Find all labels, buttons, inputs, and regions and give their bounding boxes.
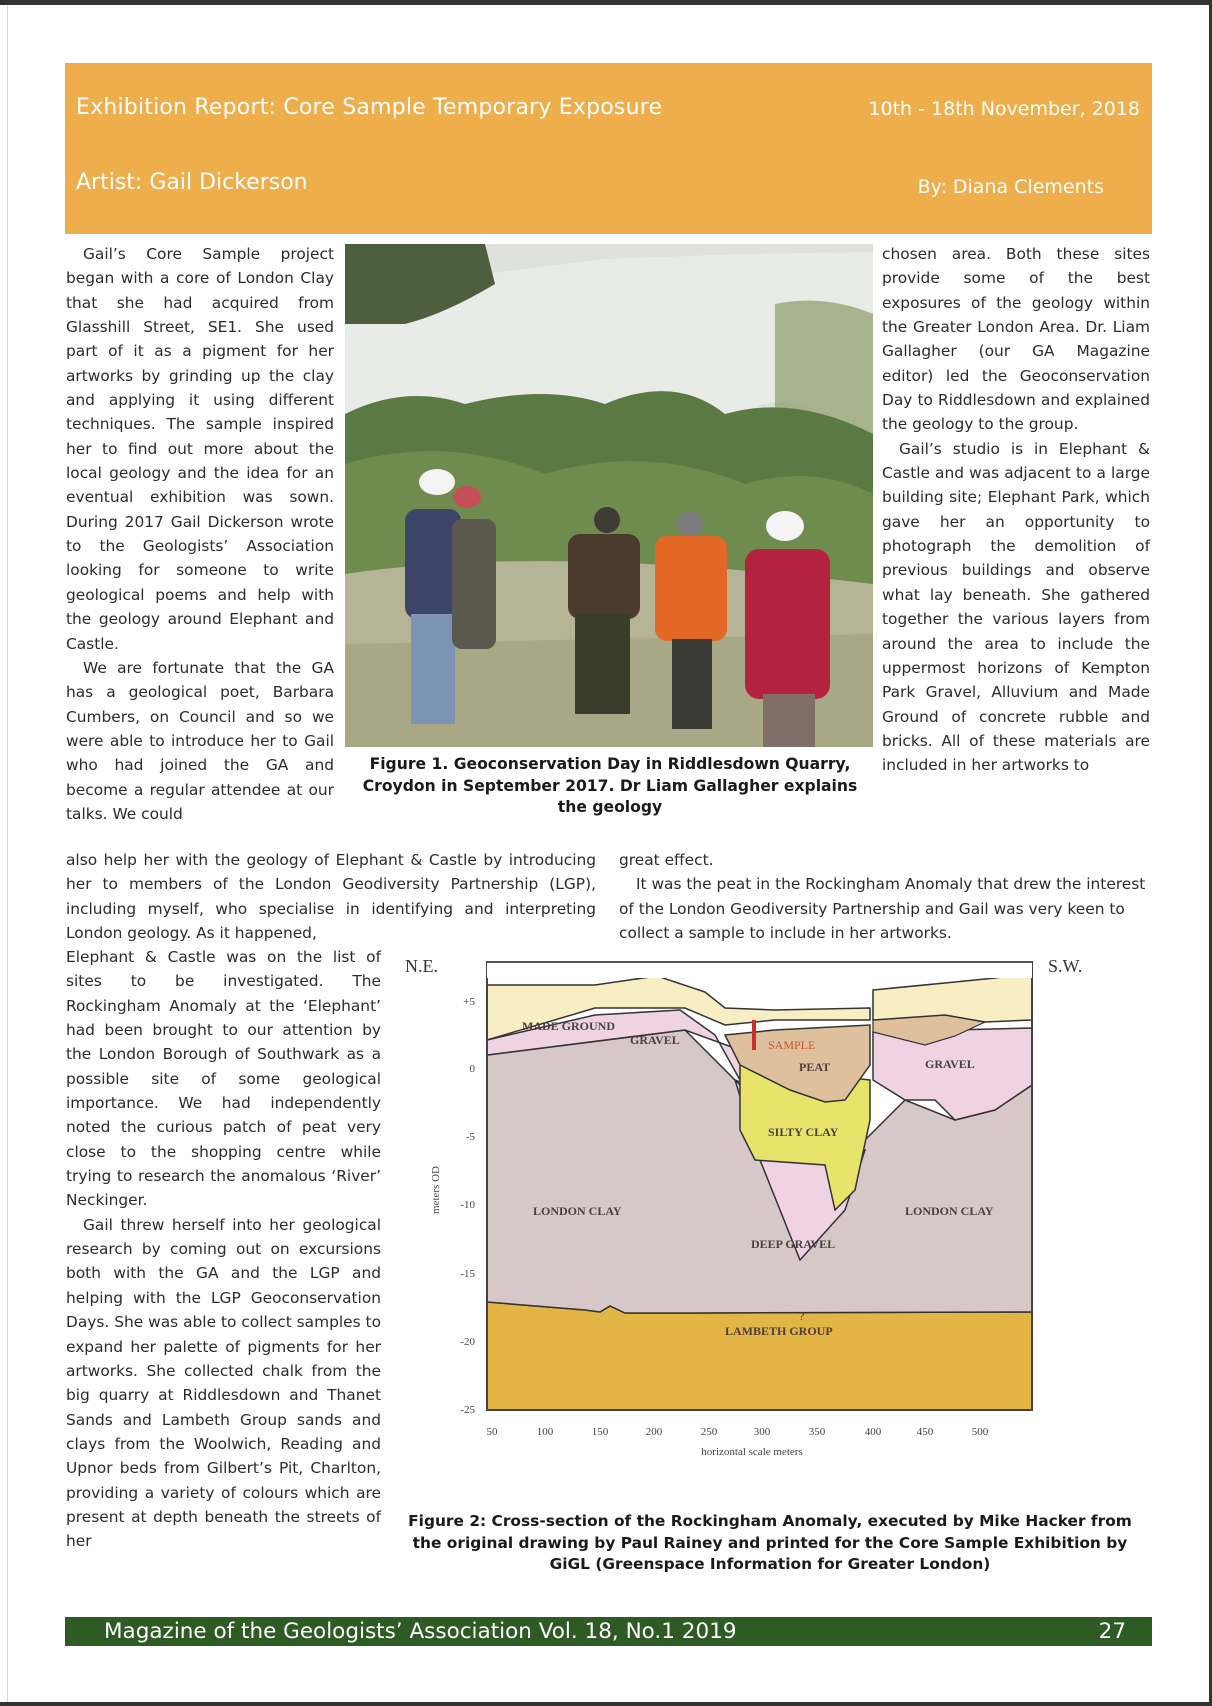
svg-text:100: 100 [536,1426,554,1438]
svg-text:150: 150 [591,1426,609,1438]
body-text-left-column-top [66,242,334,826]
svg-text:400: 400 [864,1426,882,1438]
svg-text:-10: -10 [460,1199,475,1211]
svg-text:-5: -5 [465,1131,475,1143]
svg-text:GRAVEL: GRAVEL [630,1033,680,1047]
body-text-right-column-top [882,242,1150,778]
y-axis-ticks [460,996,475,1416]
svg-text:MADE GROUND: MADE GROUND [522,1019,615,1033]
svg-text:GRAVEL: GRAVEL [925,1057,975,1071]
exhibition-dates: 10th - 18th November, 2018 [868,98,1140,120]
person-brown-jacket [568,507,640,714]
window-top-border [0,0,1212,5]
svg-text:500: 500 [971,1426,989,1438]
paragraph: Gail’s studio is in Elephant & Castle and was adjacent to a large building site; Elephant Park, which gave her an opportunity to photograph the demolition of previous buildings and observe what lay beneath. She gathered together the various layers from around the area to include the uppermost horizons of Kempton Park Gravel, Alluvium and Made Ground of concrete rubble and bricks. All of these materials are included in her artworks to [882,439,1150,775]
body-text-left-column-bottom [66,945,381,1554]
paragraph: It was the peat in the Rockingham Anomaly that drew the interest of the London Geodiversity Partnership and Gail was very keen to collect a sample to include in her artworks. [619,875,1146,943]
svg-text:?: ? [799,1309,805,1323]
svg-text:SILTY CLAY: SILTY CLAY [768,1125,839,1139]
body-text-band-left [66,848,596,945]
svg-text:+5: +5 [463,996,475,1008]
paragraph: great effect. [619,851,714,869]
cross-section-diagram [395,960,1115,1465]
paragraph: chosen area. Both these sites provide some of the best exposures of the geology within the Greater London Area. Dr. Liam Gallagher (our GA Magazine editor) led the Geoconservation Day to Riddlesdown and explained the geology to the group. [882,245,1150,434]
svg-text:PEAT: PEAT [799,1060,831,1074]
svg-text:DEEP GRAVEL: DEEP GRAVEL [751,1237,836,1251]
svg-text:450: 450 [916,1426,934,1438]
x-axis-label: horizontal scale meters [701,1446,803,1458]
window-bottom-border [0,1702,1212,1706]
label-sw: S.W. [1048,960,1083,976]
svg-text:300: 300 [753,1426,771,1438]
svg-text:200: 200 [645,1426,663,1438]
figure-2-cross-section [395,960,1115,1465]
svg-text:50: 50 [486,1426,498,1438]
article-title: Exhibition Report: Core Sample Temporary Exposure [76,95,663,120]
body-text-band-right [619,848,1150,945]
magazine-footer-bar [65,1617,1152,1646]
page-number: 27 [1098,1619,1126,1644]
y-axis-label: meters OD [430,1166,442,1214]
svg-text:350: 350 [808,1426,826,1438]
svg-text:-15: -15 [460,1268,475,1280]
svg-text:LONDON CLAY: LONDON CLAY [533,1204,622,1218]
author-byline: By: Diana Clements [917,176,1104,198]
svg-text:LAMBETH GROUP: LAMBETH GROUP [725,1324,833,1338]
quarry-photo-illustration [345,244,873,747]
page-left-edge [7,5,8,1702]
artist-name: Artist: Gail Dickerson [76,170,308,195]
label-ne: N.E. [405,960,438,976]
svg-text:-20: -20 [460,1336,475,1348]
article-header-banner [65,63,1152,234]
magazine-issue-info: Magazine of the Geologists’ Association Vol. 18, No.1 2019 [104,1619,737,1644]
svg-text:-25: -25 [460,1404,475,1416]
figure-1-photo [345,244,873,747]
layer-lambeth-group [487,1302,1032,1410]
paragraph: Gail threw herself into her geological research by coming out on excursions both with the GA and the LGP and helping with the LGP Geoconservation Days. She was able to collect samples to expand her palette of pigments for her artworks. She collected chalk from the big quarry at Riddlesdown and Thanet Sands and Lambeth Group sands and clays from the Woolwich, Reading and Upnor beds from Gilbert’s Pit, Charlton, providing a variety of colours which are present at depth beneath the streets of her [66,1215,381,1551]
paragraph: also help her with the geology of Elephant & Castle by introducing her to members of the London Geodiversity Partnership (LGP), including myself, who specialise in identifying and interpreting London geology. As it happened, [66,851,596,943]
x-axis-ticks [487,1426,989,1438]
svg-text:0: 0 [469,1063,475,1075]
svg-text:250: 250 [700,1426,718,1438]
figure-2-caption: Figure 2: Cross-section of the Rockingham Anomaly, executed by Mike Hacker from the original drawing by Paul Rainey and printed for the Core Sample Exhibition by GiGL (Greenspace Information for Greater London) [408,1512,1132,1573]
svg-text:LONDON CLAY: LONDON CLAY [905,1204,994,1218]
paragraph: Gail’s Core Sample project began with a core of London Clay that she had acquired from Glasshill Street, SE1. She used part of it as a pigment for her artworks by grinding up the clay and applying it using different techniques. The sample inspired her to find out more about the local geology and the idea for an eventual exhibition was sown. During 2017 Gail Dickerson wrote to the Geologists’ Association looking for someone to write geological poems and help with the geology around Elephant and Castle. [66,245,334,653]
paragraph: Elephant & Castle was on the list of sites to be investigated. The Rockingham Anomaly at the ‘Elephant’ had been brought to our attention by the London Borough of Southwark as a possible site of some geological importance. We had independently noted the curious patch of peat very close to the shopping centre while trying to research the anomalous ‘River’ Neckinger. [66,948,381,1210]
svg-text:SAMPLE: SAMPLE [768,1038,816,1052]
figure-1-caption: Figure 1. Geoconservation Day in Riddlesdown Quarry, Croydon in September 2017. Dr Liam Gallagher explains the geology [362,755,858,816]
paragraph: We are fortunate that the GA has a geological poet, Barbara Cumbers, on Council and so we were able to introduce her to Gail who had joined the GA and become a regular attendee at our talks. We could [66,658,334,823]
